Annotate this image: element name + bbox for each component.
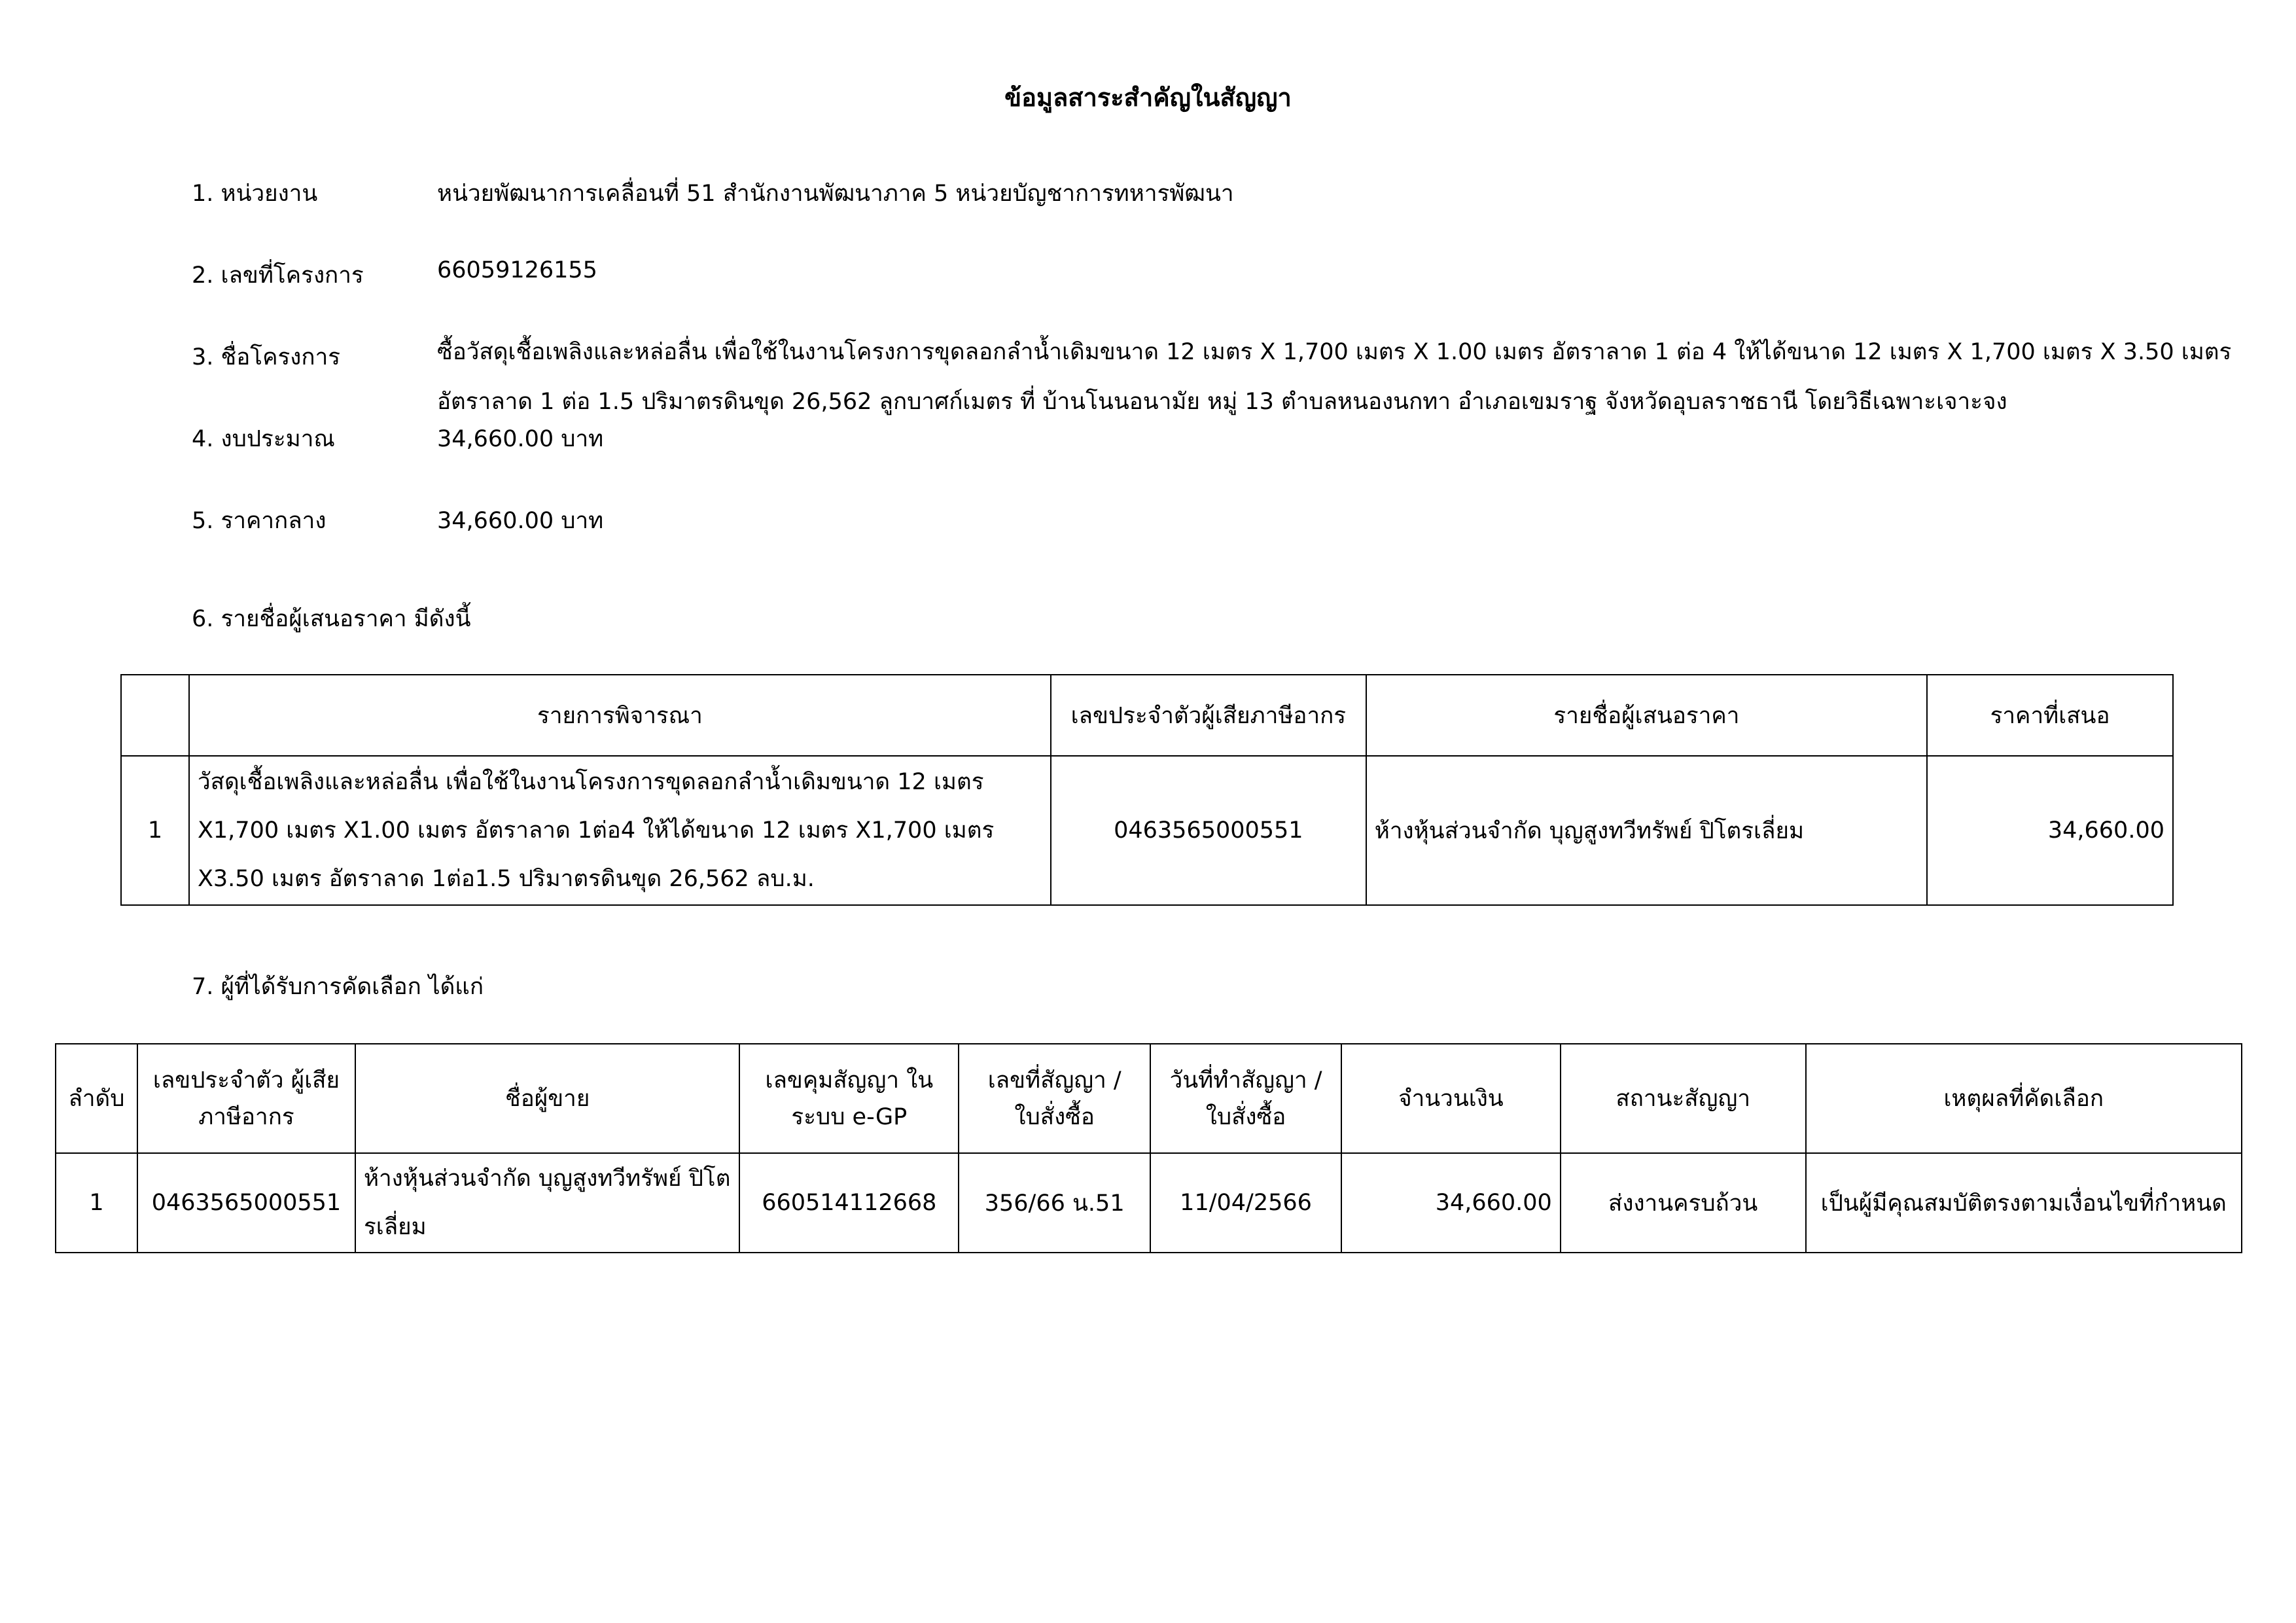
info-label-project-name: 3. ชื่อโครงการ xyxy=(192,344,341,370)
cell-contract-no: 356/66 น.51 xyxy=(959,1153,1150,1253)
table-row xyxy=(121,756,2173,905)
info-value-project-name: ซื้อวัสดุเชื้อเพลิงและหล่อลื่น เพื่อใช้ในงานโครงการขุดลอกลำน้ำเดิมขนาด 12 เมตร X 1,700 เมตร X 1.00 เมตร อัตราลาด 1 ต่อ 4 ให้ได้ขนาด 12 เมตร X 1,700 เมตร X 3.50 เมตร อัตราลาด 1 ต่อ 1.5 ปริมาตรดินขุด 26,562 ลูกบาศก์เมตร ที่ บ้านโนนอนามัย หมู่ 13 ตำบลหนองนกทา อำเภอเขมราฐ จังหวัดอุบลราชธานี โดยวิธีเฉพาะเจาะจง xyxy=(437,339,2232,415)
info-value-median-price: 34,660.00 บาท xyxy=(437,508,604,534)
cell-order: 1 xyxy=(56,1153,137,1253)
header-cell-no xyxy=(121,675,189,756)
bidders-table xyxy=(120,674,2174,906)
cell-egp-no: 660514112668 xyxy=(739,1153,959,1253)
info-value-agency: หน่วยพัฒนาการเคลื่อนที่ 51 สำนักงานพัฒนาภาค 5 หน่วยบัญชาการทหารพัฒนา xyxy=(437,181,1234,207)
info-value-project-no: 66059126155 xyxy=(437,257,597,283)
cell-amount: 34,660.00 xyxy=(1341,1153,1561,1253)
cell-contract-date: 11/04/2566 xyxy=(1150,1153,1341,1253)
section-winner-heading: 7. ผู้ที่ได้รับการคัดเลือก ได้แก่ xyxy=(192,974,484,1000)
info-label-budget: 4. งบประมาณ xyxy=(192,426,335,452)
info-label-project-no: 2. เลขที่โครงการ xyxy=(192,262,364,289)
cell-bidder: ห้างหุ้นส่วนจำกัด บุญสูงทวีทรัพย์ ปิโตรเลี่ยม xyxy=(1366,756,1927,905)
table-row xyxy=(56,1153,2242,1253)
header-cell-reason: เหตุผลที่คัดเลือก xyxy=(1806,1044,2242,1153)
cell-price: 34,660.00 xyxy=(1927,756,2173,905)
header-cell-tax-id: เลขประจำตัว ผู้เสียภาษีอากร xyxy=(137,1044,355,1153)
cell-item: วัสดุเชื้อเพลิงและหล่อลื่น เพื่อใช้ในงานโครงการขุดลอกลำน้ำเดิมขนาด 12 เมตร X1,700 เมตร X1.00 เมตร อัตราลาด 1ต่อ4 ให้ได้ขนาด 12 เมตร X1,700 เมตร X3.50 เมตร อัตราลาด 1ต่อ1.5 ปริมาตรดินขุด 26,562 ลบ.ม. xyxy=(189,756,1051,905)
cell-tax-id: 0463565000551 xyxy=(1051,756,1366,905)
header-cell-contract-date: วันที่ทำสัญญา / ใบสั่งซื้อ xyxy=(1150,1044,1341,1153)
header-cell-amount: จำนวนเงิน xyxy=(1341,1044,1561,1153)
cell-status: ส่งงานครบถ้วน xyxy=(1561,1153,1806,1253)
table-header-row xyxy=(56,1044,2242,1153)
header-cell-status: สถานะสัญญา xyxy=(1561,1044,1806,1153)
section-bidders-heading: 6. รายชื่อผู้เสนอราคา มีดังนี้ xyxy=(192,606,471,632)
header-cell-egp-no: เลขคุมสัญญา ในระบบ e-GP xyxy=(739,1044,959,1153)
cell-tax-id: 0463565000551 xyxy=(137,1153,355,1253)
winner-table xyxy=(55,1043,2242,1253)
header-cell-order: ลำดับ xyxy=(56,1044,137,1153)
header-cell-tax-id: เลขประจำตัวผู้เสียภาษีอากร xyxy=(1051,675,1366,756)
header-cell-item: รายการพิจารณา xyxy=(189,675,1051,756)
header-cell-contract-no: เลขที่สัญญา / ใบสั่งซื้อ xyxy=(959,1044,1150,1153)
header-cell-seller: ชื่อผู้ขาย xyxy=(355,1044,739,1153)
header-cell-price: ราคาที่เสนอ xyxy=(1927,675,2173,756)
info-value-budget: 34,660.00 บาท xyxy=(437,426,604,452)
info-label-median-price: 5. ราคากลาง xyxy=(192,508,327,534)
cell-seller: ห้างหุ้นส่วนจำกัด บุญสูงทวีทรัพย์ ปิโตรเลี่ยม xyxy=(355,1153,739,1253)
info-label-agency: 1. หน่วยงาน xyxy=(192,181,318,207)
header-cell-bidder: รายชื่อผู้เสนอราคา xyxy=(1366,675,1927,756)
page-title: ข้อมูลสาระสำคัญในสัญญา xyxy=(1004,83,1292,112)
cell-reason: เป็นผู้มีคุณสมบัติตรงตามเงื่อนไขที่กำหนด xyxy=(1806,1153,2242,1253)
table-header-row xyxy=(121,675,2173,756)
cell-no: 1 xyxy=(121,756,189,905)
